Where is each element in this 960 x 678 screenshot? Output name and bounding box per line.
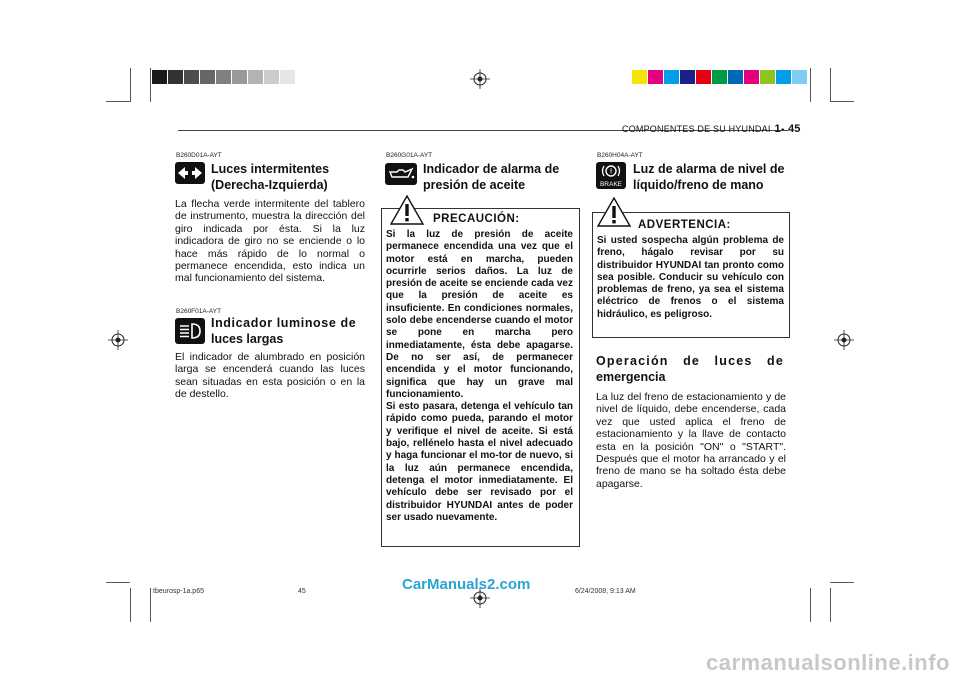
color-swatch	[744, 70, 760, 84]
color-swatch	[760, 70, 776, 84]
svg-text:!: !	[609, 168, 613, 176]
section-body: La luz del freno de estacionamiento y de nivel de líquido, debe encenderse, cada vez que usted aplica el freno de estacionamiento y la llave de contacto esta en la posición "ON" o "START". Después que el motor ha arrancado y el freno de mano se ha soltado ésta debe apagarse.	[596, 391, 786, 490]
section-code: B260G01A-AYT	[386, 152, 433, 159]
crop-mark	[830, 101, 854, 102]
section-code: B260D01A-AYT	[176, 152, 222, 159]
color-swatch	[152, 70, 168, 84]
warning-title: ADVERTENCIA:	[638, 219, 731, 231]
brake-warning-icon	[596, 162, 626, 189]
caution-body: Si la luz de presión de aceite permanece encendida una vez que el motor está en marcha, pueden ocurrirle serios daños. La luz de presión de aceite se enciende cada vez que la presión de aceite es insuficiente. En condiciones normales, solo debe encenderse cuando el motor se pone en marcha pero inmediatamente, ésta debe apagarse. De no ser así, de permanecer encendida y el motor funcionando, significa que hay un grave mal funcionamiento. Si esto pasara, detenga el vehículo tan rápido como pueda, parando el motor y verifique el nivel de aceite. Si está bajo, rellénelo hasta el nivel adecuado y haga funcionar el mo-tor de nuevo, si la luz aún permanece encendida, detenga el motor inmediatamente. El vehículo debe ser revisado por el distribuidor HYUNDAI antes de poder ser usado nuevamente.	[386, 229, 573, 523]
color-swatch	[248, 70, 264, 84]
registration-mark-icon	[470, 69, 490, 89]
page-number: 1- 45	[774, 123, 801, 135]
footer-file: tbeurosp-1a.p65	[153, 588, 204, 595]
section-title: COMPONENTES DE SU HYUNDAI	[622, 124, 771, 134]
section-code: B260H04A-AYT	[597, 152, 643, 159]
registration-mark-icon	[108, 330, 128, 350]
section-title: Indicador de alarma de presión de aceite	[423, 162, 560, 192]
crop-mark	[830, 588, 831, 622]
sub-section-title: Operación de luces de emergencia	[596, 354, 784, 384]
color-swatch	[232, 70, 248, 84]
crop-mark	[830, 68, 831, 102]
color-swatch	[264, 70, 280, 84]
color-calibration-bars	[632, 70, 808, 84]
footer-date: 6/24/2008, 9:13 AM	[575, 588, 636, 595]
crop-mark	[150, 68, 151, 102]
crop-mark	[150, 588, 151, 622]
oil-can-icon	[385, 163, 417, 185]
color-swatch	[776, 70, 792, 84]
caution-title: PRECAUCIÓN:	[433, 213, 520, 225]
color-swatch	[168, 70, 184, 84]
section-body: La flecha verde intermitente del tablero de instrumento, muestra la dirección del giro indicada por ésta. Si la luz indicadora de giro no se enciende o lo hace más rápido de lo normal o permanece encendida, esto indica un mal funcionamiento del sistema.	[175, 198, 365, 285]
crop-mark	[830, 582, 854, 583]
section-title: Indicador luminose de luces largas	[211, 316, 357, 346]
crop-mark	[810, 68, 811, 102]
crop-mark	[106, 582, 130, 583]
watermark-site: CarManuals2.com	[402, 576, 531, 593]
color-swatch	[680, 70, 696, 84]
color-swatch	[216, 70, 232, 84]
color-swatch	[664, 70, 680, 84]
registration-mark-icon	[834, 330, 854, 350]
warning-triangle-icon	[597, 197, 631, 227]
color-swatch	[728, 70, 744, 84]
color-swatch	[792, 70, 808, 84]
section-title: Luz de alarma de nivel de líquido/freno de mano	[633, 162, 785, 192]
crop-mark	[106, 101, 130, 102]
section-title: Luces intermitentes (Derecha-Izquierda)	[211, 162, 330, 192]
section-code: B260F01A-AYT	[176, 308, 222, 315]
crop-mark	[130, 588, 131, 622]
color-swatch	[712, 70, 728, 84]
warning-triangle-icon	[390, 195, 424, 225]
brake-label: BRAKE	[599, 181, 623, 188]
color-swatch	[200, 70, 216, 84]
color-swatch	[632, 70, 648, 84]
gray-calibration-bars	[152, 70, 296, 84]
section-body: El indicador de alumbrado en posición larga se encenderá cuando las luces sean situadas en esta posición o en la de destello.	[175, 351, 365, 401]
page-header	[622, 123, 801, 135]
turn-signal-arrows-icon	[175, 162, 205, 184]
color-swatch	[184, 70, 200, 84]
watermark-bottom: carmanualsonline.info	[706, 650, 950, 675]
color-swatch	[280, 70, 296, 84]
crop-mark	[130, 68, 131, 102]
crop-mark	[810, 588, 811, 622]
warning-body: Si usted sospecha algún problema de freno, hágalo revisar por su distribuidor HYUNDAI tan pronto como sea posible. Conducir su vehículo con problemas de freno, ya sea el sistema eléctrico de frenos o el sistema hidráulico, es peligroso.	[597, 235, 784, 320]
footer-number: 45	[298, 588, 306, 595]
color-swatch	[696, 70, 712, 84]
high-beam-icon	[175, 318, 205, 344]
color-swatch	[648, 70, 664, 84]
